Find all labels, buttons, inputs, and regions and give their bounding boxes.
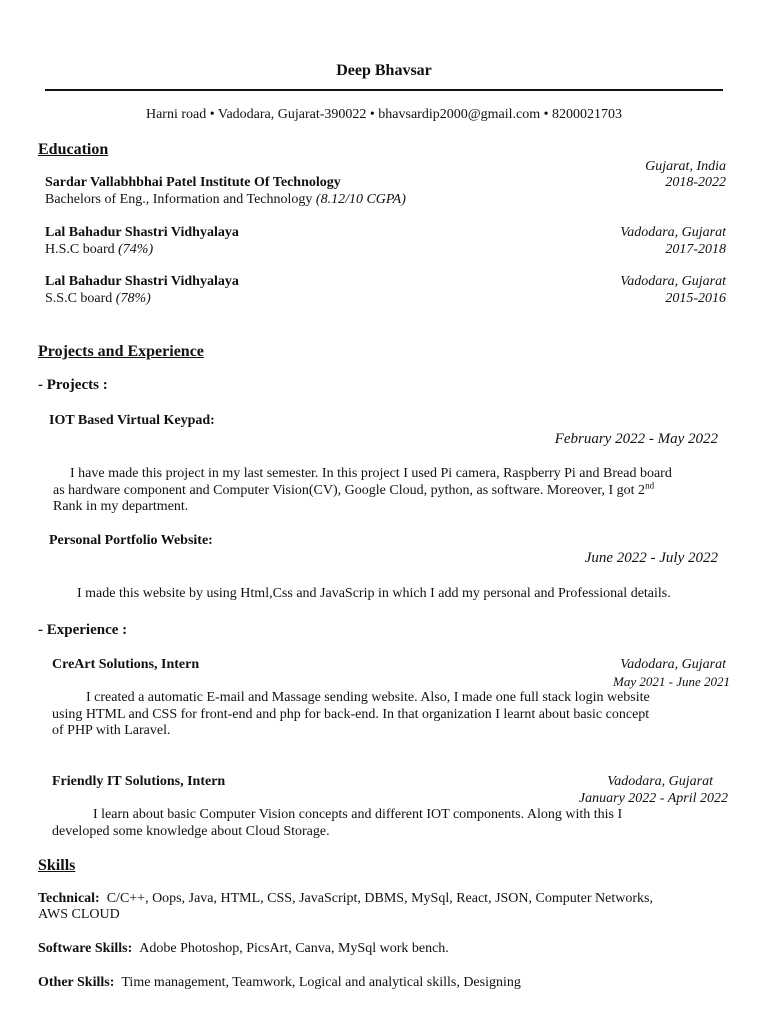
software-skills-label: Software Skills: [38, 941, 133, 956]
project-title: Personal Portfolio Website: [49, 533, 213, 548]
degree-name: H.S.C board [45, 242, 115, 257]
education-degree [45, 242, 153, 258]
project-description-line [53, 480, 655, 499]
experience-company: CreArt Solutions, Intern [52, 657, 200, 672]
education-dates: 2017-2018 [665, 242, 726, 257]
project-description-line: Rank in my department. [53, 499, 189, 514]
other-skills-label: Other Skills: [38, 975, 115, 990]
education-location: Vadodara, Gujarat [620, 225, 726, 240]
experience-description-line: I created a automatic E-mail and Massage sending website. Also, I made one full stack login website [86, 690, 650, 705]
degree-grade: (74%) [118, 242, 154, 257]
degree-name: Bachelors of Eng., Information and Technology [45, 192, 313, 207]
project-title: IOT Based Virtual Keypad: [49, 413, 215, 428]
skills-heading: Skills [38, 857, 76, 874]
experience-description-line: using HTML and CSS for front-end and php for back-end. In that organization I learnt about basic concept [52, 707, 650, 722]
technical-skills-value: C/C++, Oops, Java, HTML, CSS, JavaScript, DBMS, MySql, React, JSON, Computer Networks, [106, 891, 653, 906]
technical-skills-line: AWS CLOUD [38, 907, 120, 922]
education-dates: 2018-2022 [665, 175, 726, 190]
experience-description-line: developed some knowledge about Cloud Storage. [52, 824, 330, 839]
software-skills-line [38, 941, 449, 957]
degree-grade: (8.12/10 CGPA) [315, 192, 406, 207]
project-description-line: I made this website by using Html,Css and JavaScrip in which I add my personal and Professional details. [77, 586, 671, 601]
project-dates: February 2022 - May 2022 [554, 431, 718, 447]
experience-description-line: of PHP with Laravel. [52, 723, 171, 738]
project-dates: June 2022 - July 2022 [584, 550, 718, 566]
education-institution: Lal Bahadur Shastri Vidhyalaya [45, 225, 239, 240]
resume-name: Deep Bhavsar [336, 62, 432, 79]
education-institution: Lal Bahadur Shastri Vidhyalaya [45, 274, 239, 289]
education-location: Vadodara, Gujarat [620, 274, 726, 289]
experience-location: Vadodara, Gujarat [607, 774, 713, 789]
header-divider [45, 89, 723, 91]
degree-name: S.S.C board [45, 291, 113, 306]
description-text: as hardware component and Computer Vision(CV), Google Cloud, python, as software. Moreover, I got 2 [53, 483, 646, 498]
experience-subheading: - Experience : [38, 622, 128, 638]
technical-skills-label: Technical: [38, 891, 100, 906]
education-institution: Sardar Vallabhbhai Patel Institute Of Technology [45, 175, 341, 190]
education-degree [45, 192, 406, 208]
ordinal-superscript: nd [645, 480, 655, 491]
education-degree [45, 291, 151, 307]
experience-dates: January 2022 - April 2022 [578, 791, 728, 806]
experience-location: Vadodara, Gujarat [620, 657, 726, 672]
project-description-line: I have made this project in my last semester. In this project I used Pi camera, Raspberry Pi and Bread board [70, 466, 672, 481]
contact-line: Harni road • Vadodara, Gujarat-390022 • bhavsardip2000@gmail.com • 8200021703 [145, 107, 622, 122]
education-dates: 2015-2016 [665, 291, 726, 306]
technical-skills-line [38, 891, 653, 907]
degree-grade: (78%) [115, 291, 151, 306]
education-heading: Education [38, 141, 109, 158]
experience-company: Friendly IT Solutions, Intern [52, 774, 226, 789]
experience-dates: May 2021 - June 2021 [613, 674, 730, 689]
education-location: Gujarat, India [645, 159, 726, 174]
software-skills-value: Adobe Photoshop, PicsArt, Canva, MySql work bench. [139, 941, 449, 956]
other-skills-line [38, 975, 521, 991]
projects-subheading: - Projects : [38, 377, 108, 393]
projects-experience-heading: Projects and Experience [38, 343, 204, 360]
other-skills-value: Time management, Teamwork, Logical and analytical skills, Designing [121, 975, 521, 990]
experience-description-line: I learn about basic Computer Vision concepts and different IOT components. Along with this I [93, 807, 623, 822]
